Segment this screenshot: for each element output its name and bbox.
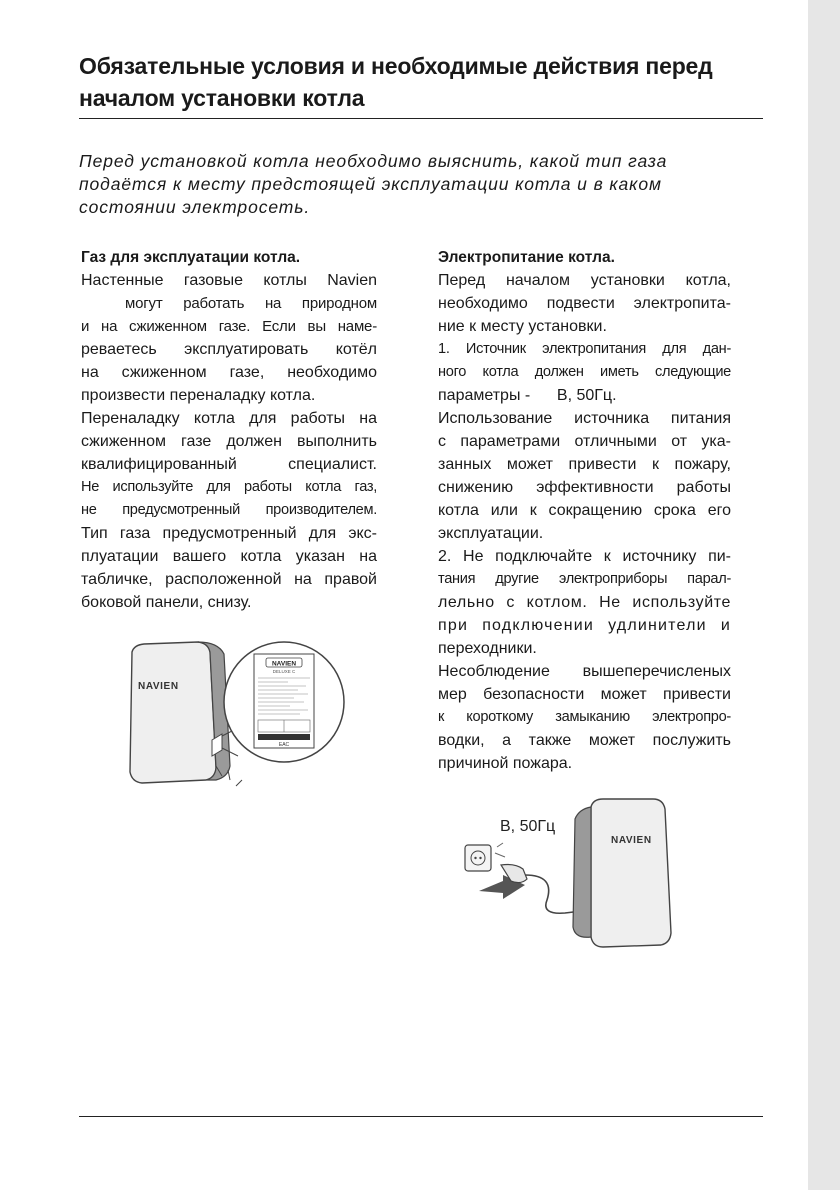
footer-divider — [79, 1116, 763, 1117]
intro-line: Перед установкой котла необходимо выяснить, какой тип газа — [79, 151, 668, 171]
power-line: мер безопасности может привести — [438, 686, 731, 703]
gas-line: реваетесь эксплуатировать котёл — [81, 341, 377, 358]
intro-line: состоянии электросеть. — [79, 197, 311, 217]
gas-line: Настенные газовые котлы Navien — [81, 272, 377, 289]
header-divider — [79, 118, 763, 119]
gas-line: Не используйте для работы котла газ, — [81, 479, 377, 495]
gas-line: Тип газа предусмотренный для экс- — [81, 525, 377, 542]
boiler-logo: NAVIEN — [611, 835, 652, 846]
boiler-front — [130, 642, 216, 783]
power-line: причиной пожара. — [438, 755, 573, 772]
gas-line: сжиженном газе должен выполнить — [81, 433, 377, 450]
boiler-side — [573, 807, 591, 937]
gas-line: табличке, расположенной на правой — [81, 571, 377, 588]
gas-heading: Газ для эксплуатации котла. — [81, 249, 301, 266]
power-line: лельно с котлом. Не используйте — [438, 594, 731, 611]
spark-marks — [495, 843, 505, 857]
power-line: 2. Не подключайте к источнику пи- — [438, 548, 731, 565]
boiler-front — [591, 799, 671, 947]
title-line-2: началом установки котла — [79, 85, 365, 111]
gas-line: могут работать на природном — [125, 295, 377, 312]
power-line: Использование источника питания — [438, 410, 731, 427]
plate-bar — [258, 734, 310, 740]
power-line: Несоблюдение вышеперечисленых — [438, 663, 731, 680]
power-line: переходники. — [438, 640, 537, 657]
power-line: тания другие электроприборы парал- — [438, 571, 731, 587]
plate-brand: NAVIEN — [271, 660, 297, 668]
power-line: снижению эффективности работы — [438, 479, 731, 496]
power-line: 1. Источник электропитания для дан- — [438, 341, 731, 357]
gas-line: квалифицированный специалист. — [81, 456, 377, 473]
gas-line: произвести переналадку котла. — [81, 387, 316, 404]
title-line-1: Обязательные условия и необходимые действия перед — [79, 53, 713, 79]
gas-line: не предусмотренный производителем. — [81, 502, 377, 518]
eac-mark: EAC — [278, 742, 290, 748]
power-line: параметры - В, 50Гц. — [438, 387, 617, 404]
side-strip — [808, 0, 840, 1190]
power-line: эксплуатации. — [438, 525, 544, 542]
power-line: с параметрами отличными от ука- — [438, 433, 731, 450]
gas-line: Переналадку котла для работы на — [81, 410, 377, 427]
plate-model: DELUXE C — [272, 669, 296, 674]
power-connection-illustration — [455, 795, 695, 955]
power-line: необходимо подвести электропита- — [438, 295, 731, 312]
wall-socket — [465, 845, 491, 871]
power-line: к короткому замыканию электропро- — [438, 709, 731, 725]
gas-line: боковой панели, снизу. — [81, 594, 252, 611]
power-line: при подключении удлинители и — [438, 617, 731, 634]
power-line: ние к месту установки. — [438, 318, 607, 335]
voltage-label: В, 50Гц — [500, 818, 556, 835]
gas-section — [81, 247, 377, 614]
power-section — [438, 247, 731, 775]
gas-line: и на сжиженном газе. Если вы наме- — [81, 318, 377, 335]
power-line: занных может привести к пожару, — [438, 456, 731, 473]
power-heading: Электропитание котла. — [438, 249, 615, 266]
gas-line: на сжиженном газе, необходимо — [81, 364, 377, 381]
power-line: водки, а также может послужить — [438, 732, 731, 749]
intro-line: подаётся к месту предстоящей эксплуатации котла и в каком — [79, 174, 662, 194]
boiler-rating-plate-illustration — [118, 640, 348, 795]
page-title — [79, 50, 779, 114]
power-line: ного котла должен иметь следующие — [438, 364, 731, 380]
boiler-logo: NAVIEN — [138, 681, 179, 692]
intro-text — [79, 150, 763, 219]
gas-line: плуатации вашего котла указан на — [81, 548, 377, 565]
power-line: Перед началом установки котла, — [438, 272, 731, 289]
power-line: котла или к сокращению срока его — [438, 502, 731, 519]
